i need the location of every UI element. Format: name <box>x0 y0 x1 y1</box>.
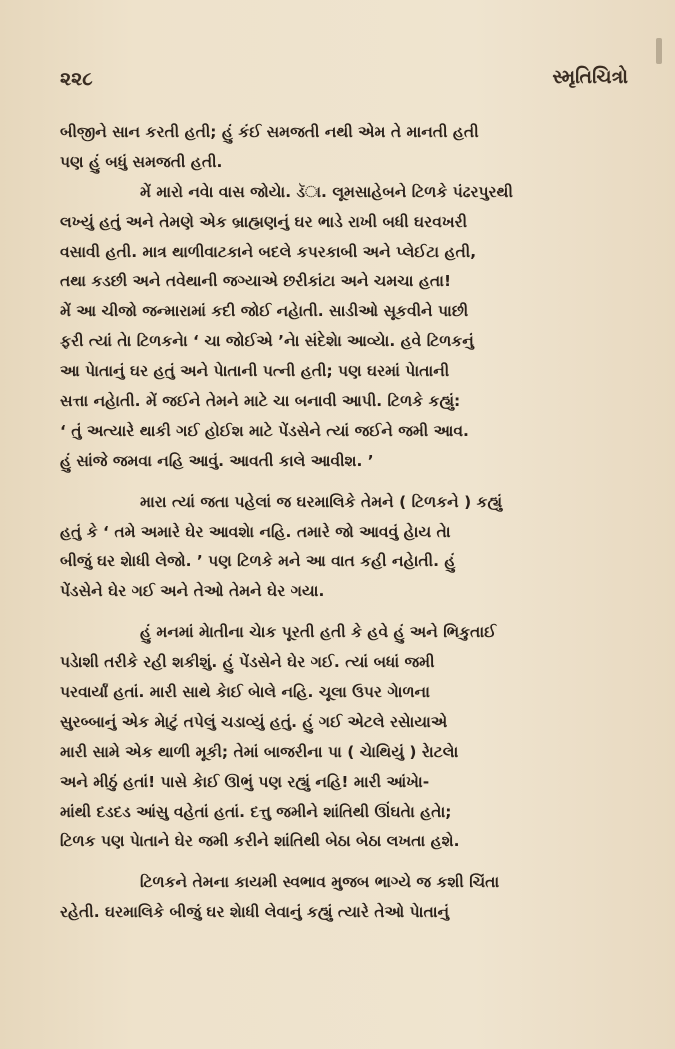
text-line: સુરબ્બાનું એક મેાટું તપેલું ચડાવ્યું હતું. હું ગઈ એટલે રસેાયાએ <box>60 712 448 731</box>
text-line: મારા ત્યાં જતા પહેલાં જ ઘરમાલિકે તેમને ( ટિળકને ) કહ્યું <box>140 492 503 511</box>
text-line: બીજીને સાન કરતી હતી; હું કંઈ સમજતી નથી એમ તે માનતી હતી <box>60 123 479 141</box>
text-line: ‘ તું અત્યારે થાકી ગઈ હોઈશ માટે પેંડસેને ત્યાં જઈને જમી આવ. <box>60 421 469 440</box>
page-header <box>60 62 628 92</box>
text-line: લખ્યું હતું અને તેમણે એક બ્રાહ્મણનું ઘર ભાડે રાખી બધી ઘરવખરી <box>60 212 468 231</box>
text-line: પેંડસેને ઘેર ગઈ અને તેઓ તેમને ઘેર ગયા. <box>60 582 325 601</box>
text-line: સત્તા નહેાતી. મેં જઈને તેમને માટે ચા બનાવી આપી. ટિળકે કહ્યું: <box>60 392 461 411</box>
text-line: મારી સામે એક થાળી મૂકી; તેમાં બાજરીના પા ( ચેાથિયું ) રેાટલેા <box>60 742 459 761</box>
text-line: મેં મારો નવેા વાસ જોયેા. ડૅા. લૂમસાહેબને ટિળકે પંઢરપુરથી <box>140 182 513 201</box>
text-line: મેં આ ચીજો જન્મારામાં કદી જોઈ નહેાતી. સાડીઓ સૂકવીને પાછી <box>60 302 469 321</box>
paragraph-gap <box>60 857 635 868</box>
paragraph-gap <box>60 477 635 488</box>
text-line: ટિળકને તેમના કાયમી સ્વભાવ મુજબ ભાગ્યે જ કશી ચિંતા <box>140 873 500 892</box>
running-head-title: સ્મૃતિચિત્રો <box>552 66 628 88</box>
text-line: તથા કડછી અને તવેથાની જગ્યાએ છરીકાંટા અને ચમચા હતા! <box>60 272 452 291</box>
text-line: બીજું ઘર શેાધી લેજો. ’ પણ ટિળકે મને આ વાત કહી નહેાતી. હું <box>60 552 456 571</box>
text-line: હું મનમાં મેાતીના ચેાક પૂરતી હતી કે હવે હું અને ભિકુતાઈ <box>140 623 497 642</box>
text-line: પરવાર્યાં હતાં. મારી સાથે કેાઈ બેાલે નહિ. ચૂલા ઉપર ગેાળના <box>60 683 430 702</box>
paragraph <box>60 118 635 178</box>
paragraph-gap <box>60 607 635 618</box>
text-line: વસાવી હતી. માત્ર થાળીવાટકાને બદલે કપરકાબી અને પ્લેઈટા હતી, <box>60 242 477 261</box>
paragraph <box>60 488 635 608</box>
paragraph <box>60 868 635 928</box>
page-number: ૨૨૮ <box>60 68 93 90</box>
paragraph <box>60 178 635 477</box>
paragraph <box>60 618 635 857</box>
text-line: માંથી દડદડ આંસુ વહેતાં હતાં. દત્તુ જમીને શાંતિથી ઊંઘતેા હતેા; <box>60 802 452 821</box>
text-line: રહેતી. ઘરમાલિકે બીજું ઘર શેાધી લેવાનું કહ્યું ત્યારે તેઓ પેાતાનું <box>60 903 450 922</box>
text-line: પડેાશી તરીકે રહી શકીશું. હું પેંડસેને ઘેર ગઈ. ત્યાં બધાં જમી <box>60 653 435 672</box>
text-line: આ પેાતાનું ઘર હતું અને પેાતાની પત્ની હતી; પણ ઘરમાં પેાતાની <box>60 362 450 381</box>
text-line: ફરી ત્યાં તેા ટિળકનેા ‘ ચા જોઈએ ’નેા સંદેશેા આવ્યેા. હવે ટિળકનું <box>60 332 474 351</box>
text-line: હું સાંજે જમવા નહિ આવું. આવતી કાલે આવીશ. ’ <box>60 451 374 470</box>
body-text <box>60 118 635 928</box>
text-line: પણ હું બધું સમજતી હતી. <box>60 152 223 171</box>
text-line: ટિળક પણ પેાતાને ઘેર જમી કરીને શાંતિથી બેઠા બેઠા લખતા હશે. <box>60 832 460 851</box>
text-line: અને મીઠું હતાં! પાસે કેાઈ ઊભું પણ રહ્યું નહિ! મારી આંખેા- <box>60 772 430 791</box>
text-line: હતું કે ‘ તમે અમારે ઘેર આવશેા નહિ. તમારે જો આવવું હાેય તેા <box>60 522 451 541</box>
page-edge-mark <box>656 38 662 64</box>
